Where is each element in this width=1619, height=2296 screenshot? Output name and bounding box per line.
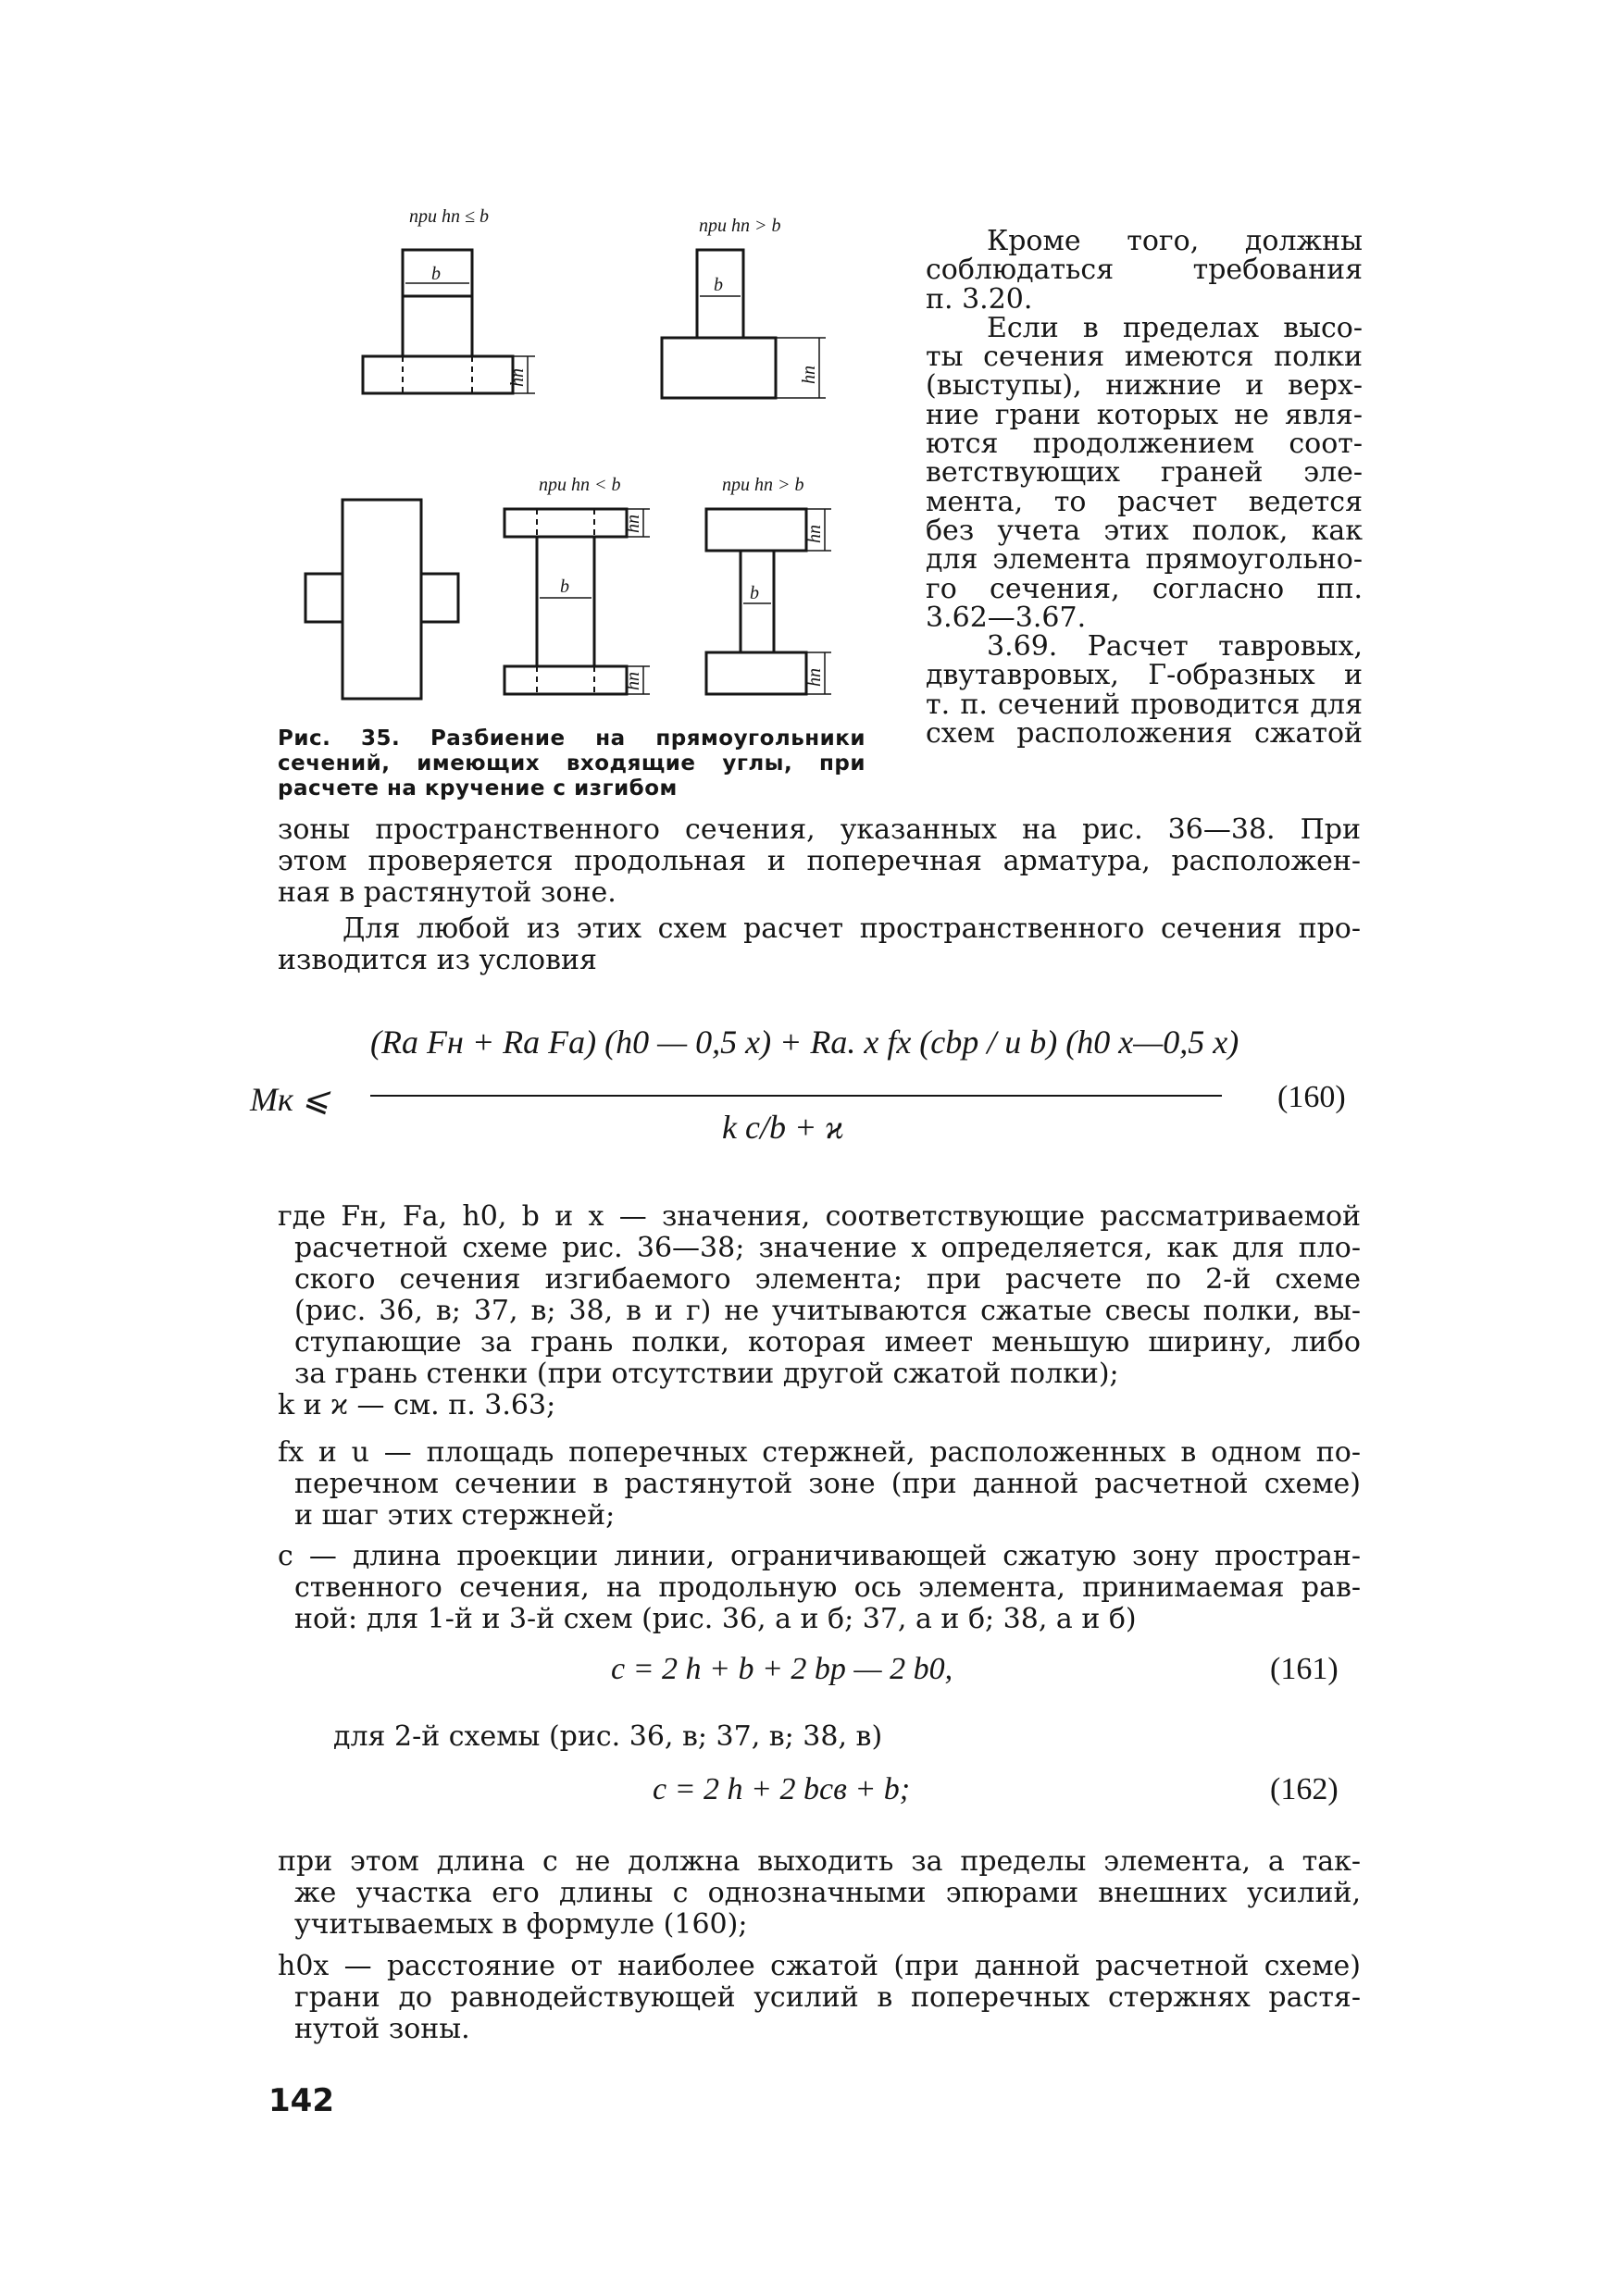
paragraph-2 xyxy=(278,913,1361,976)
text-line: расчетной схеме рис. 36—38; значение x определяется, как для пло- xyxy=(294,1232,1361,1264)
label-hp-5: hп xyxy=(804,525,825,543)
formula-161: c = 2 h + b + 2 bр — 2 b0, xyxy=(611,1652,953,1686)
equation-number-162: (162) xyxy=(1270,1772,1339,1806)
label-hp-4: hп xyxy=(623,672,643,690)
label-mid-center: при hп < b xyxy=(539,475,621,495)
text-line: ются продолжением соот- xyxy=(926,428,1363,461)
equation-number-161: (161) xyxy=(1270,1652,1339,1686)
text-line: соблюдаться требования xyxy=(926,254,1363,287)
caption-line: сечений, имеющих входящие углы, при xyxy=(278,751,866,776)
label-b-2: b xyxy=(714,275,723,295)
label-top-left: при hп ≤ b xyxy=(409,206,489,227)
scheme-2-line: для 2-й схемы (рис. 36, в; 37, в; 38, в) xyxy=(333,1720,883,1753)
figure-caption xyxy=(278,726,866,801)
caption-line: расчете на кручение с изгибом xyxy=(278,776,678,800)
text-line: ние грани которых не явля- xyxy=(926,398,1363,431)
text-line: п. 3.20. xyxy=(926,282,1033,316)
formula-160-numerator: (Ra Fн + Ra Fа) (h0 — 0,5 x) + Ra. x fx (cbр / u b) (h0 x—0,5 x) xyxy=(370,1024,1239,1061)
text-line: нутой зоны. xyxy=(294,2013,470,2045)
formula-160 xyxy=(250,1004,1361,1189)
caption-line: Рис. 35. Разбиение на прямоугольники xyxy=(278,726,866,751)
text-line: за грань стенки (при отсутствии другой сжатой полки); xyxy=(294,1358,1119,1390)
cross-section xyxy=(305,500,458,699)
text-line: (выступы), нижние и верх- xyxy=(926,369,1363,403)
text-line: для элемента прямоугольно- xyxy=(926,543,1363,577)
text-line: h0x — расстояние от наиболее сжатой (при данной расчетной схеме) xyxy=(278,1950,1361,1982)
h0x-definition xyxy=(278,1951,1361,2045)
label-b-3: b xyxy=(560,577,569,597)
text-line: учитываемых в формуле (160); xyxy=(294,1908,748,1941)
page-number: 142 xyxy=(268,2082,334,2119)
text-line: же участка его длины с однозначными эпюрами внешних усилий, xyxy=(294,1877,1361,1909)
text-line: этом проверяется продольная и поперечная арматура, расположен- xyxy=(278,845,1361,877)
text-line: Кроме того, должны xyxy=(987,225,1363,257)
label-hp-3: hп xyxy=(623,515,643,533)
text-line: ветствующих граней эле- xyxy=(926,456,1363,490)
c-definition xyxy=(278,1541,1361,1635)
text-line: изводится из условия xyxy=(278,944,597,976)
text-line: Если в пределах высо- xyxy=(987,311,1363,344)
right-column-text xyxy=(926,225,1363,751)
text-line: ского сечения изгибаемого элемента; при расчете по 2-й схеме xyxy=(294,1263,1361,1296)
text-line: грани до равнодействующей усилий в поперечных стержнях растя- xyxy=(294,1981,1361,2014)
label-hp-2: hп xyxy=(799,366,819,384)
text-line: без учета этих полок, как xyxy=(926,514,1363,547)
figure-35 xyxy=(296,194,889,713)
paragraph-1 xyxy=(278,814,1361,909)
formula-162: c = 2 h + 2 bсв + b; xyxy=(653,1772,911,1806)
text-line: схем расположения сжатой xyxy=(926,717,1363,751)
text-line: зоны пространственного сечения, указанных на рис. 36—38. При xyxy=(278,813,1361,846)
label-hp-1: hп xyxy=(507,368,528,387)
text-line: мента, то расчет ведется xyxy=(926,485,1363,518)
text-line: c — длина проекции линии, ограничивающей сжатую зону простран- xyxy=(278,1540,1361,1572)
equation-number-160: (160) xyxy=(1277,1080,1346,1114)
after-formula-text xyxy=(278,1846,1361,1941)
text-line: fx и u — площадь поперечных стержней, расположенных в одном по- xyxy=(278,1436,1361,1469)
where-block xyxy=(278,1201,1361,1421)
text-line: (рис. 36, в; 37, в; 38, в и г) не учитываются сжатые свесы полки, вы- xyxy=(294,1295,1361,1327)
formula-160-denominator: k c/b + ϰ xyxy=(722,1109,844,1146)
text-line: при этом длина c не должна выходить за пределы элемента, а так- xyxy=(278,1845,1361,1878)
text-line: ная в растянутой зоне. xyxy=(278,876,616,909)
text-line: го сечения, согласно пп. xyxy=(926,572,1363,605)
text-line: Для любой из этих схем расчет пространственного сечения про- xyxy=(342,912,1361,945)
text-line: двутавровых, Г-образных и xyxy=(926,659,1363,692)
label-b-4: b xyxy=(750,583,759,603)
text-line: 3.69. Расчет тавровых, xyxy=(987,630,1363,664)
text-line: 3.62—3.67. xyxy=(926,601,1087,634)
text-line: ступающие за грань полки, которая имеет меньшую ширину, либо xyxy=(294,1326,1361,1359)
fx-definition xyxy=(278,1437,1361,1532)
text-line: ственного сечения, на продольную ось элемента, принимаемая рав- xyxy=(294,1571,1361,1604)
label-b-1: b xyxy=(431,264,441,284)
label-hp-6: hп xyxy=(804,668,825,687)
text-line: k и ϰ — см. п. 3.63; xyxy=(278,1389,556,1421)
fraction-bar xyxy=(370,1095,1222,1097)
label-top-right: при hп > b xyxy=(699,216,781,236)
text-line: перечном сечении в растянутой зоне (при данной расчетной схеме) xyxy=(294,1468,1361,1500)
i-section-small-flange xyxy=(504,509,650,694)
text-line: ты сечения имеются полки xyxy=(926,341,1363,374)
text-line: ной: для 1-й и 3-й схем (рис. 36, а и б; 37, а и б; 38, а и б) xyxy=(294,1603,1137,1635)
text-line: где Fн, Fа, h0, b и x — значения, соответствующие рассматриваемой xyxy=(278,1200,1361,1233)
label-mid-right: при hп > b xyxy=(722,475,804,495)
formula-160-lhs: Mк ⩽ xyxy=(250,1081,330,1118)
text-line: т. п. сечений проводится для xyxy=(926,688,1363,721)
text-line: и шаг этих стержней; xyxy=(294,1499,616,1532)
